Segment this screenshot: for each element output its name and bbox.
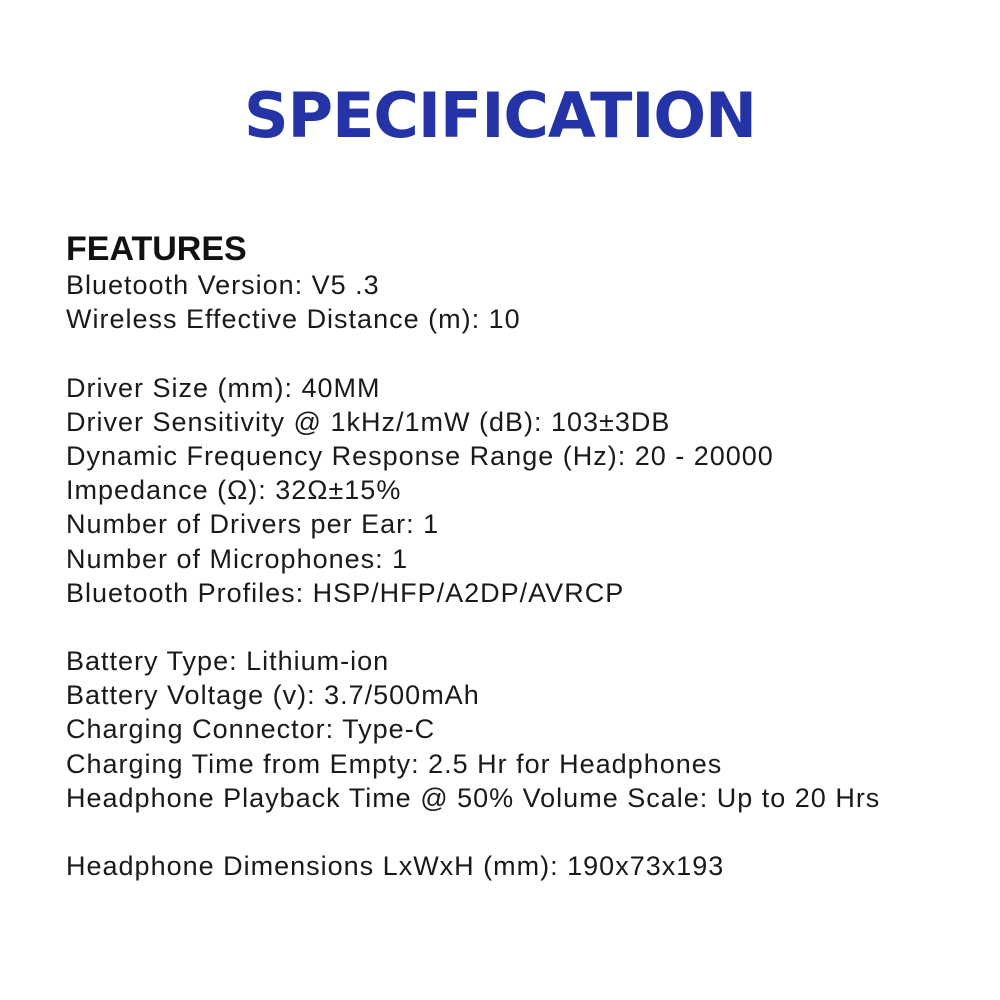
features-section — [66, 230, 986, 883]
spec-microphones: Number of Microphones: 1 — [66, 543, 409, 574]
spec-dimensions: Headphone Dimensions LxWxH (mm): 190x73x193 — [66, 851, 725, 882]
spec-charging-time: Charging Time from Empty: 2.5 Hr for Headphones — [66, 748, 723, 779]
spec-list — [66, 268, 986, 883]
spec-group-divider — [66, 610, 986, 644]
spec-drivers-per-ear: Number of Drivers per Ear: 1 — [66, 509, 440, 540]
page-title: SPECIFICATION — [243, 79, 757, 152]
spec-driver-sensitivity: Driver Sensitivity @ 1kHz/1mW (dB): 103±3DB — [66, 406, 671, 437]
spec-playback-time: Headphone Playback Time @ 50% Volume Scale: Up to 20 Hrs — [66, 782, 881, 813]
spec-frequency-response: Dynamic Frequency Response Range (Hz): 20 - 20000 — [66, 440, 774, 471]
features-heading: FEATURES — [66, 230, 247, 268]
spec-group-divider — [66, 815, 986, 849]
spec-group-divider — [66, 336, 986, 370]
spec-battery-voltage: Battery Voltage (v): 3.7/500mAh — [66, 680, 480, 711]
spec-charging-connector: Charging Connector: Type-C — [66, 714, 436, 745]
spec-driver-size: Driver Size (mm): 40MM — [66, 372, 381, 403]
spec-bluetooth-version: Bluetooth Version: V5 .3 — [66, 270, 380, 300]
spec-bluetooth-profiles: Bluetooth Profiles: HSP/HFP/A2DP/AVRCP — [66, 577, 625, 608]
spec-battery-type: Battery Type: Lithium-ion — [66, 646, 390, 677]
spec-impedance: Impedance (Ω): 32Ω±15% — [66, 475, 402, 506]
spec-wireless-distance: Wireless Effective Distance (m): 10 — [66, 304, 521, 335]
